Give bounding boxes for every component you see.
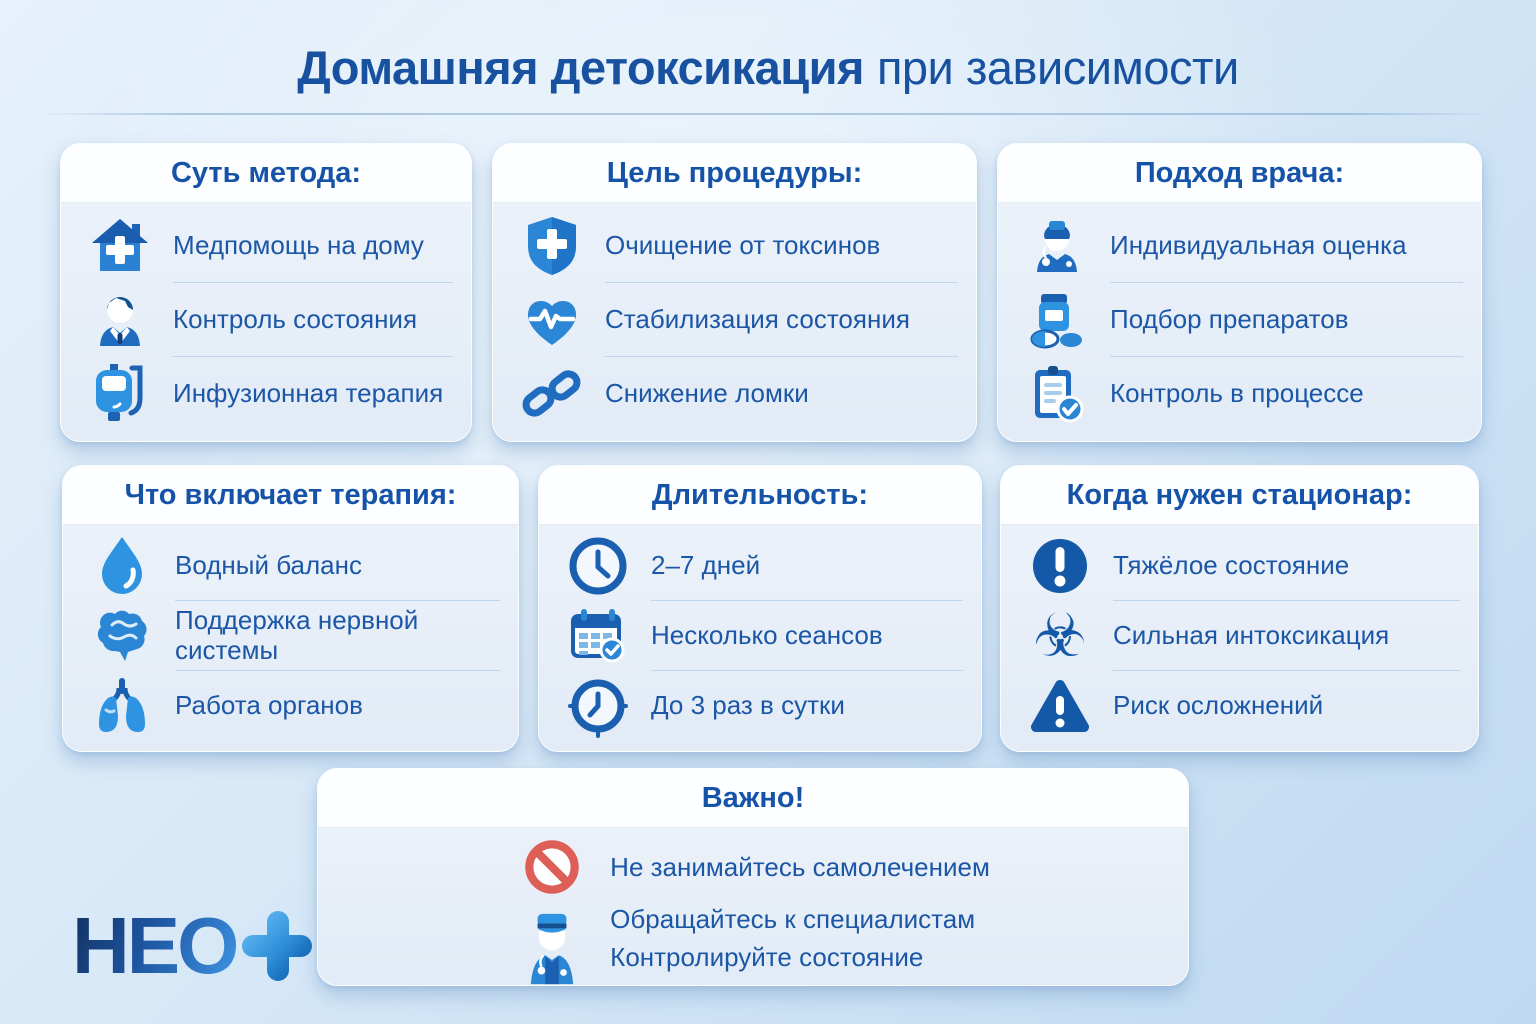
title-divider — [40, 113, 1496, 115]
card-body — [63, 525, 518, 751]
list-item — [1027, 671, 1462, 741]
lungs-icon — [89, 673, 155, 739]
item-label: Подбор препаратов — [1110, 304, 1349, 335]
list-item — [565, 671, 965, 741]
list-item — [565, 531, 965, 601]
item-label: Стабилизация состояния — [605, 304, 910, 335]
list-item — [87, 283, 455, 357]
alarm-clock-icon — [565, 673, 631, 739]
heart-pulse-icon — [519, 287, 585, 353]
card-body — [998, 203, 1481, 441]
card-body — [1001, 525, 1478, 751]
page-title-bold: Домашняя детоксикация — [297, 41, 864, 94]
card-body — [318, 828, 1188, 985]
item-label: Контроль состояния — [173, 304, 418, 335]
list-item — [87, 209, 455, 283]
medication-icon — [1024, 287, 1090, 353]
neo-plus-logo — [72, 901, 314, 990]
list-item — [519, 209, 960, 283]
list-item — [1027, 601, 1462, 671]
brain-icon — [89, 603, 155, 669]
plus-icon — [240, 909, 314, 983]
card-body — [493, 203, 976, 441]
item-label: Водный баланс — [175, 550, 362, 581]
list-item — [519, 357, 960, 431]
card-title: Подход врача: — [998, 144, 1481, 203]
card-duration — [538, 465, 982, 752]
item-label: Тяжёлое состояние — [1113, 550, 1350, 581]
item-label: Медпомощь на дому — [173, 230, 424, 261]
card-body — [61, 203, 471, 441]
list-item — [1024, 283, 1465, 357]
calendar-check-icon — [565, 603, 631, 669]
list-item — [1027, 531, 1462, 601]
clock-icon — [565, 533, 631, 599]
clipboard-check-icon — [1024, 361, 1090, 427]
item-label: Сильная интоксикация — [1113, 620, 1390, 651]
exclamation-circle-icon — [1027, 533, 1093, 599]
iv-drip-icon — [87, 361, 153, 427]
card-title: Длительность: — [539, 466, 981, 525]
item-label: Индивидуальная оценка — [1110, 230, 1407, 261]
card-important — [317, 768, 1189, 986]
doctor-icon — [87, 287, 153, 353]
list-item — [1024, 357, 1465, 431]
card-hospital-needed — [1000, 465, 1479, 752]
chain-link-icon — [519, 361, 585, 427]
item-label: Поддержка нервной системы — [175, 605, 419, 665]
item-label: Инфузионная терапия — [173, 378, 444, 409]
warning-triangle-icon — [1027, 673, 1093, 739]
item-label: До 3 раз в сутки — [651, 690, 845, 721]
item-label: Снижение ломки — [605, 378, 809, 409]
item-label: Контроль в процессе — [1110, 378, 1364, 409]
card-doctor-approach — [997, 143, 1482, 442]
card-therapy-includes — [62, 465, 519, 752]
item-label: Очищение от токсинов — [605, 230, 881, 261]
card-body — [539, 525, 981, 751]
card-title: Цель процедуры: — [493, 144, 976, 203]
medical-house-icon — [87, 213, 153, 279]
item-label: Обращайтесь к специалистам — [610, 904, 976, 935]
card-procedure-goal — [492, 143, 977, 442]
item-label: Не занимайтесь самолечением — [610, 851, 990, 882]
item-label: 2–7 дней — [651, 550, 761, 581]
card-title: Когда нужен стационар: — [1001, 466, 1478, 525]
card-title: Суть метода: — [61, 144, 471, 203]
list-item — [89, 671, 502, 741]
biohazard-icon — [1027, 603, 1093, 669]
item-label: Контролируйте состояние — [610, 941, 924, 972]
card-title: Что включает терапия: — [63, 466, 518, 525]
item-label: Несколько сеансов — [651, 620, 883, 651]
surgeon-icon — [521, 886, 583, 991]
list-item — [89, 531, 502, 601]
page-title — [0, 40, 1536, 95]
card-title: Важно! — [318, 769, 1188, 828]
doctor-cap-icon — [1024, 213, 1090, 279]
card-method-essence — [60, 143, 472, 442]
water-drop-icon — [89, 533, 155, 599]
shield-cross-icon — [519, 213, 585, 279]
list-item — [89, 601, 502, 671]
list-item — [565, 601, 965, 671]
page-title-regular: при зависимости — [876, 41, 1239, 94]
biohazard-glyph: ☣ — [1033, 601, 1087, 671]
list-item — [87, 357, 455, 431]
list-item — [519, 283, 960, 357]
logo-text: НЕО — [72, 901, 237, 990]
item-label: Работа органов — [175, 690, 363, 721]
list-item — [1024, 209, 1465, 283]
item-label: Риск осложнений — [1113, 690, 1324, 721]
